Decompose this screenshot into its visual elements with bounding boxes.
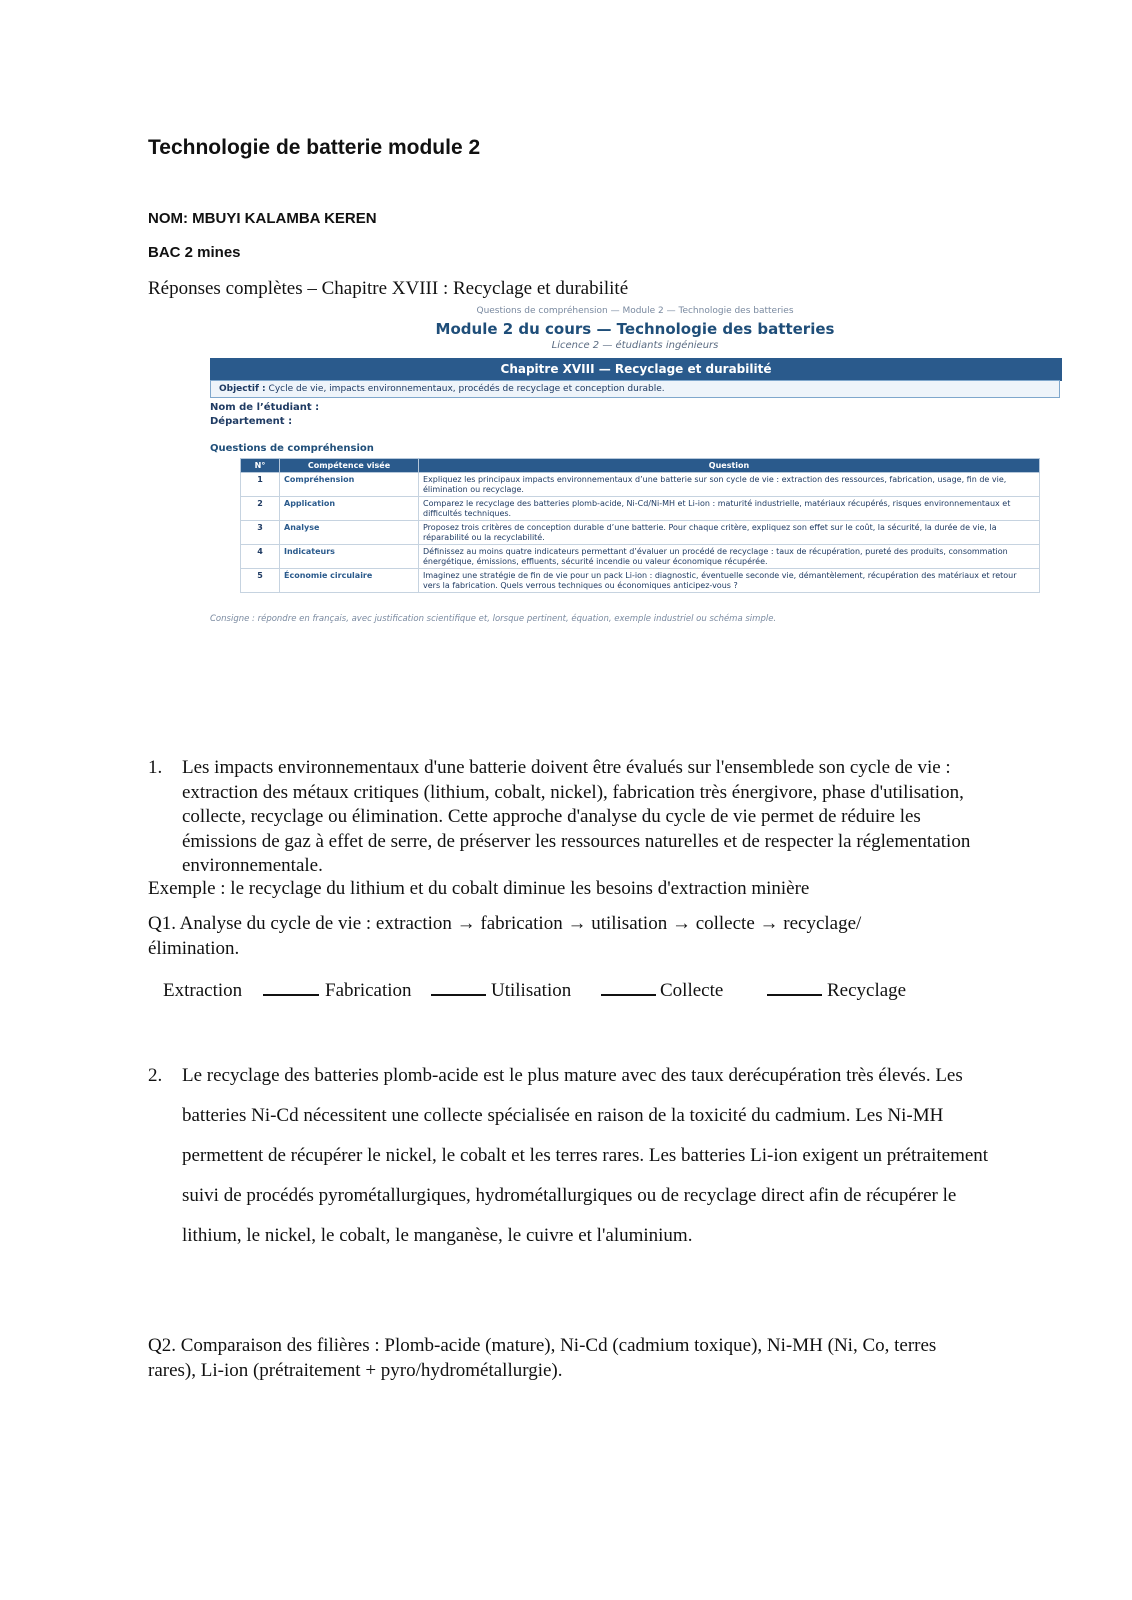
sheet-top-line: Questions de compréhension — Module 2 — Technologie des batteries <box>476 306 794 316</box>
answer-1-text: Les impacts environnementaux d'une batterie doivent être évalués sur l'ensemblede son cycle de vie : extraction des métaux critiques (lithium, cobalt, nickel), fabrication très énergivore, phase d'utilisation, collecte, recyclage ou élimination. Cette approche d'analyse du cycle de vie permet de réduire les émissions de gaz à effet de serre, de préserver les ressources naturelles et de respecter la réglementation environnementale. <box>182 757 971 876</box>
table-row <box>241 497 1040 521</box>
table-row <box>241 569 1040 593</box>
flow-connector <box>767 994 822 996</box>
row-question: Comparez le recyclage des batteries plomb-acide, Ni-Cd/Ni-MH et Li-ion : maturité industrielle, matériaux récupérés, risques environnementaux et difficultés techniques. <box>419 497 1040 521</box>
flow-connector <box>601 994 656 996</box>
answer-2-text: Le recyclage des batteries plomb-acide est le plus mature avec des taux derécupération très élevés. Les batteries Ni-Cd nécessitent une collecte spécialisée en raison de la toxicité du cadmium. Les Ni-MH permettent de récupérer le nickel, le cobalt et les terres rares. Les batteries Li-ion exigent un prétraitement suivi de procédés pyrométallurgiques, hydrométallurgiques ou de recyclage direct afin de récupérer le lithium, le nickel, le cobalt, le manganèse, le cuivre et l'aluminium. <box>182 1065 989 1246</box>
student-name: NOM: MBUYI KALAMBA KEREN <box>148 210 377 227</box>
row-number: 1 <box>241 473 280 497</box>
table-row <box>241 473 1040 497</box>
student-class: BAC 2 mines <box>148 244 241 261</box>
objectif-label: Objectif : <box>219 384 266 394</box>
flow-step-recyclage: Recyclage <box>827 980 907 1001</box>
answer-2 <box>148 1056 998 1256</box>
sheet-chapter-banner: Chapitre XVIII — Recyclage et durabilité <box>210 358 1062 381</box>
table-row <box>241 521 1040 545</box>
row-competence: Compréhension <box>280 473 419 497</box>
sheet-module-title: Module 2 du cours — Technologie des batteries <box>435 320 835 338</box>
sheet-nom-label: Nom de l’étudiant : <box>210 402 320 413</box>
row-number: 4 <box>241 545 280 569</box>
flow-connector <box>263 994 319 996</box>
q1-summary: Q1. Analyse du cycle de vie : extraction → fabrication → utilisation → collecte → recyclage/élimination. <box>148 913 862 959</box>
lifecycle-flow-diagram <box>163 980 943 1010</box>
row-competence: Indicateurs <box>280 545 419 569</box>
q2-summary: Q2. Comparaison des filières : Plomb-acide (mature), Ni-Cd (cadmium toxique), Ni-MH (Ni, Co, terres rares), Li-ion (prétraitement + pyro/hydrométallurgie). <box>148 1335 937 1381</box>
flow-step-extraction: Extraction <box>163 980 243 1001</box>
column-header: N° <box>241 459 280 473</box>
row-question: Expliquez les principaux impacts environnementaux d’une batterie sur son cycle de vie : extraction des ressources, fabrication, usage, fin de vie, élimination ou recyclage. <box>419 473 1040 497</box>
row-competence: Économie circulaire <box>280 569 419 593</box>
questions-table <box>240 458 1040 593</box>
flow-step-utilisation: Utilisation <box>491 980 572 1001</box>
sheet-consigne: Consigne : répondre en français, avec justification scientifique et, lorsque pertinent, équation, exemple industriel ou schéma simple. <box>210 614 777 624</box>
sheet-licence: Licence 2 — étudiants ingénieurs <box>551 340 719 351</box>
row-number: 5 <box>241 569 280 593</box>
answer-number: 1. <box>148 757 163 778</box>
row-competence: Application <box>280 497 419 521</box>
sheet-questions-heading: Questions de compréhension <box>210 443 374 454</box>
column-header: Compétence visée <box>280 459 419 473</box>
answers-heading: Réponses complètes – Chapitre XVIII : Recyclage et durabilité <box>148 278 629 299</box>
row-number: 2 <box>241 497 280 521</box>
flow-connector <box>431 994 486 996</box>
row-number: 3 <box>241 521 280 545</box>
table-row <box>241 545 1040 569</box>
row-competence: Analyse <box>280 521 419 545</box>
flow-step-collecte: Collecte <box>660 980 724 1001</box>
sheet-departement-label: Département : <box>210 416 293 427</box>
answer-1-example: Exemple : le recyclage du lithium et du cobalt diminue les besoins d'extraction minière <box>148 878 810 899</box>
objectif-text: Cycle de vie, impacts environnementaux, procédés de recyclage et conception durable. <box>268 384 665 394</box>
column-header: Question <box>419 459 1040 473</box>
sheet-objectif <box>210 380 1060 398</box>
table-header-row <box>241 459 1040 473</box>
answer-1 <box>148 756 988 879</box>
row-question: Définissez au moins quatre indicateurs permettant d’évaluer un procédé de recyclage : taux de récupération, pureté des produits, consommation énergétique, émissions, effluents, sécurité incendie ou valeur économique récupérée. <box>419 545 1040 569</box>
flow-step-fabrication: Fabrication <box>325 980 412 1001</box>
row-question: Imaginez une stratégie de fin de vie pour un pack Li-ion : diagnostic, éventuelle seconde vie, démantèlement, récupération des matériaux et retour vers la fabrication. Quels verrous techniques ou économiques anticipez-vous ? <box>419 569 1040 593</box>
embedded-exam-sheet-image <box>210 306 1060 636</box>
answer-number: 2. <box>148 1065 163 1086</box>
document-title: Technologie de batterie module 2 <box>148 136 481 159</box>
row-question: Proposez trois critères de conception durable d’une batterie. Pour chaque critère, expliquez son effet sur le coût, la sécurité, la durée de vie, la réparabilité ou la recyclabilité. <box>419 521 1040 545</box>
